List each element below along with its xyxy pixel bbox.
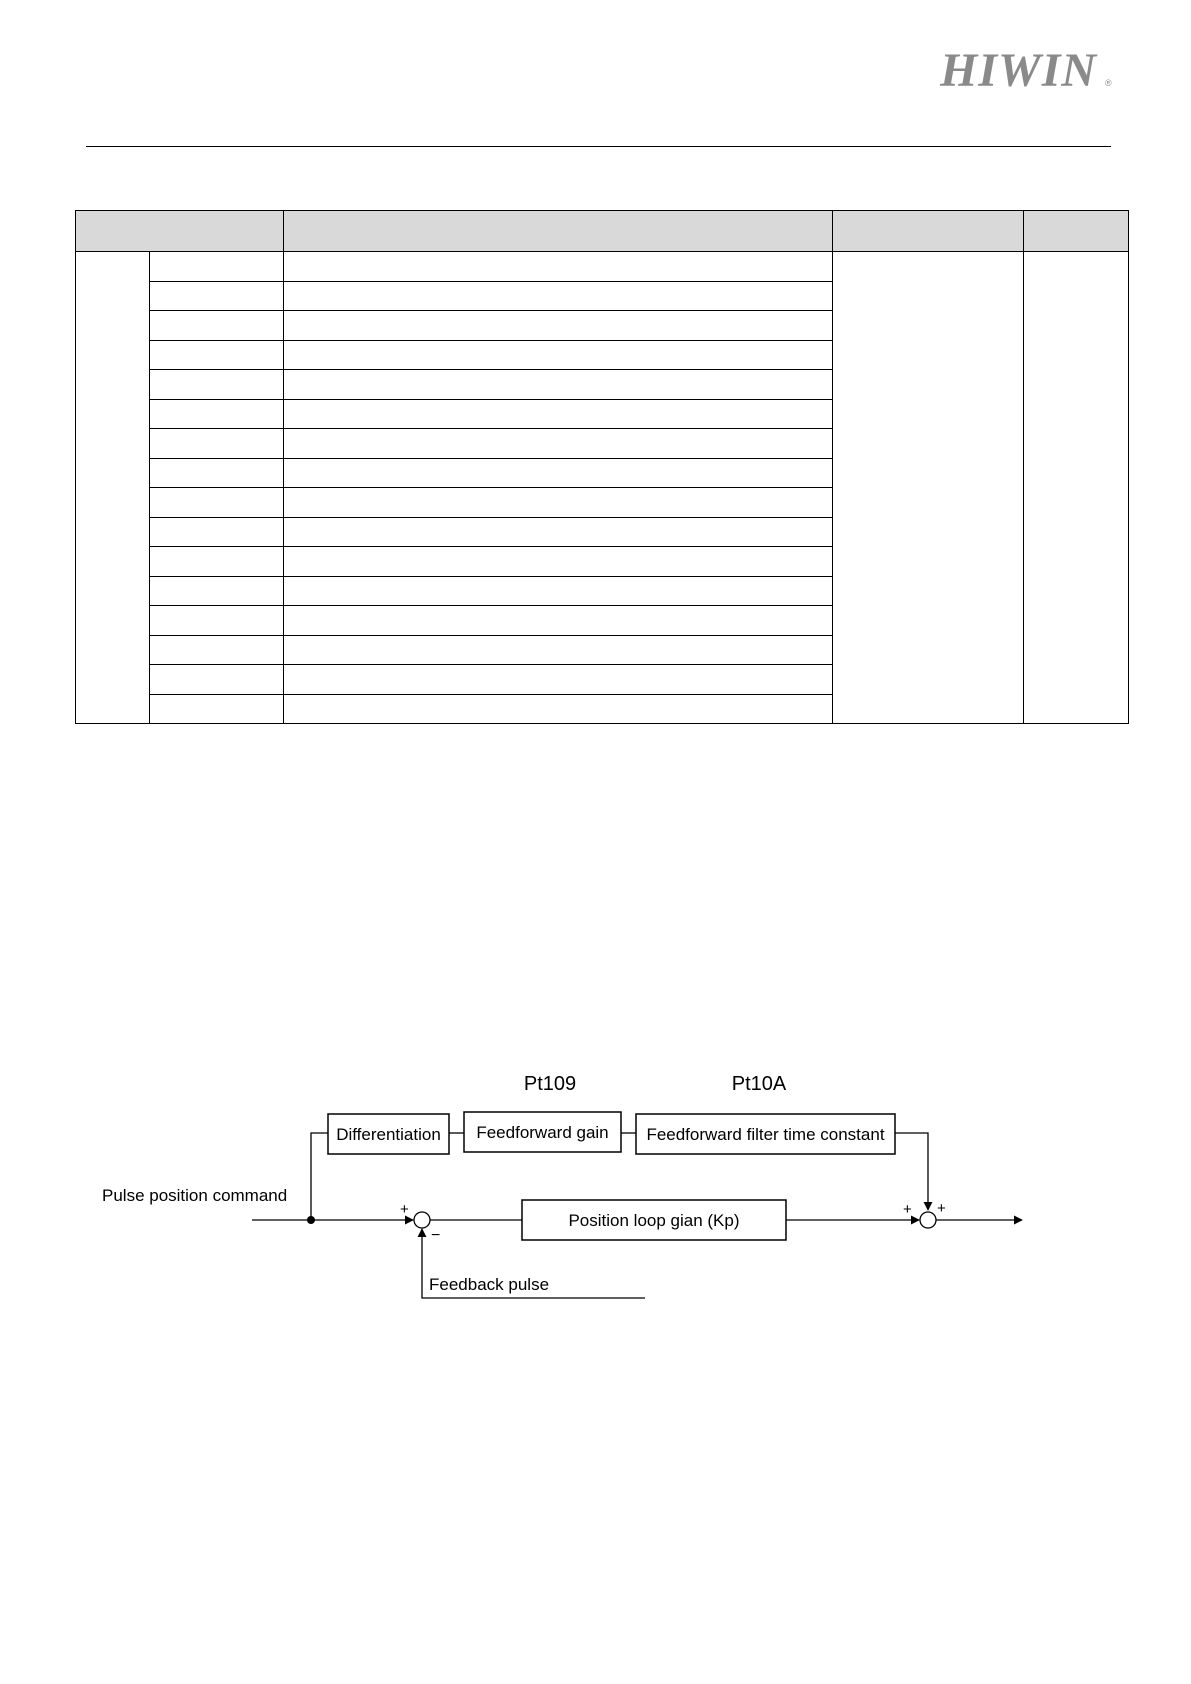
description-cell [284, 547, 833, 577]
param-label-pt10a: Pt10A [731, 1073, 787, 1095]
code-cell [150, 665, 284, 695]
logo-wordmark: HIWIN [940, 44, 1098, 96]
description-cell [284, 281, 833, 311]
code-cell [150, 635, 284, 665]
description-cell [284, 517, 833, 547]
filter-to-sum-line [895, 1133, 928, 1210]
header-divider [86, 146, 1111, 147]
description-cell [284, 635, 833, 665]
description-cell [284, 252, 833, 282]
effective-cell [833, 252, 1024, 724]
feedforward-block-diagram [0, 1060, 1191, 1320]
code-cell [150, 429, 284, 459]
code-cell [150, 370, 284, 400]
code-cell [150, 576, 284, 606]
code-cell [150, 547, 284, 577]
code-cell [150, 488, 284, 518]
comparator-plus-sign: + [400, 1201, 409, 1218]
category-cell [1024, 252, 1129, 724]
code-cell [150, 517, 284, 547]
header-cell-description [284, 211, 833, 252]
header-cell-parameter [76, 211, 284, 252]
logo-trademark: ® [1105, 78, 1112, 88]
hiwin-logo [940, 44, 1115, 96]
code-cell [150, 252, 284, 282]
header-cell-effective [833, 211, 1024, 252]
feedforward-gain-label: Feedforward gain [476, 1123, 609, 1142]
feedback-label: Feedback pulse [429, 1275, 550, 1294]
table-header-row [76, 211, 1129, 252]
description-cell [284, 340, 833, 370]
code-cell [150, 458, 284, 488]
filter-label: Feedforward filter time constant [646, 1125, 885, 1144]
description-cell [284, 694, 833, 724]
description-cell [284, 429, 833, 459]
description-cell [284, 370, 833, 400]
description-cell [284, 606, 833, 636]
sum-plus-sign-left: + [903, 1201, 912, 1218]
table-row [76, 252, 1129, 282]
code-cell [150, 281, 284, 311]
differentiation-label: Differentiation [336, 1125, 441, 1144]
branch-to-differentiation [311, 1133, 328, 1220]
input-label: Pulse position command [102, 1186, 288, 1205]
description-cell [284, 488, 833, 518]
description-cell [284, 665, 833, 695]
sum-plus-sign-top: + [937, 1200, 946, 1217]
description-cell [284, 576, 833, 606]
comparator-junction [414, 1212, 430, 1228]
code-cell [150, 694, 284, 724]
comparator-minus-sign: − [431, 1227, 441, 1244]
group-cell [76, 252, 150, 724]
position-loop-gain-label: Position loop gian (Kp) [568, 1211, 740, 1230]
code-cell [150, 606, 284, 636]
param-label-pt109: Pt109 [523, 1073, 577, 1095]
code-cell [150, 399, 284, 429]
header-cell-category [1024, 211, 1129, 252]
summing-junction [920, 1212, 936, 1228]
parameter-table [75, 210, 1129, 724]
description-cell [284, 399, 833, 429]
description-cell [284, 311, 833, 341]
code-cell [150, 340, 284, 370]
code-cell [150, 311, 284, 341]
description-cell [284, 458, 833, 488]
